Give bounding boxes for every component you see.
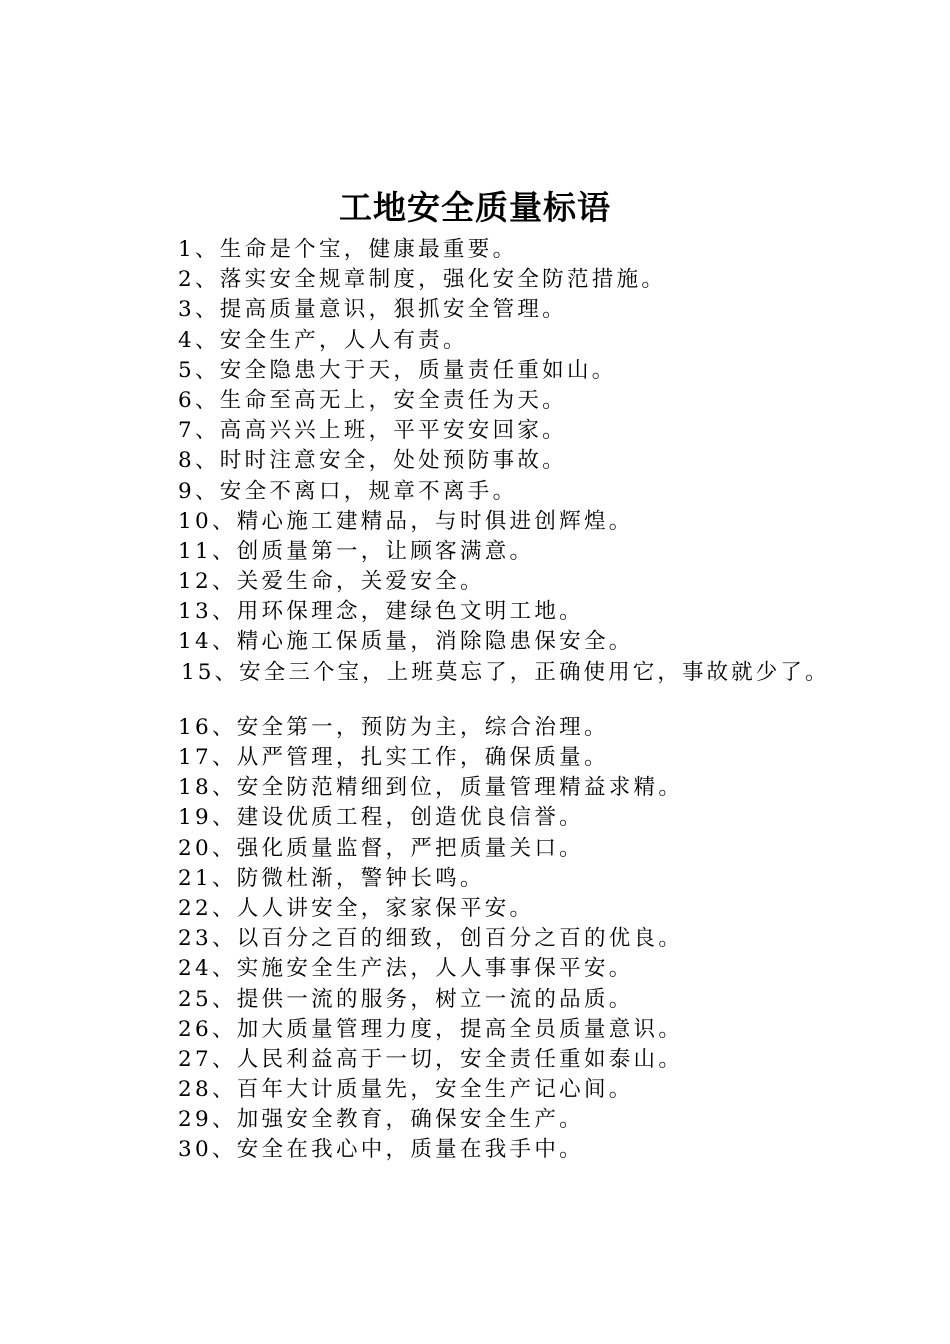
list-item: 30、安全在我心中，质量在我手中。	[178, 1137, 584, 1163]
list-item: 18、安全防范精细到位，质量管理精益求精。	[178, 775, 684, 801]
list-item: 3、提高质量意识，狠抓安全管理。	[178, 297, 567, 323]
list-item: 11、创质量第一，让顾客满意。	[178, 538, 535, 564]
list-item: 14、精心施工保质量，消除隐患保安全。	[178, 629, 634, 655]
document-title: 工地安全质量标语	[339, 188, 611, 227]
slogan-list	[178, 235, 943, 1166]
list-item: 20、强化质量监督，严把质量关口。	[178, 835, 584, 861]
list-item: 25、提供一流的服务，树立一流的品质。	[178, 986, 634, 1012]
list-item: 16、安全第一，预防为主，综合治理。	[178, 714, 609, 740]
list-item: 17、从严管理，扎实工作，确保质量。	[178, 745, 609, 770]
list-item: 19、建设优质工程，创造优良信誉。	[178, 805, 584, 831]
list-item: 23、以百分之百的细致，创百分之百的优良。	[178, 926, 684, 952]
list-item: 21、防微杜渐，警钟长鸣。	[178, 865, 485, 891]
list-item: 4、安全生产，人人有责。	[178, 327, 468, 353]
list-item: 8、时时注意安全，处处预防事故。	[178, 448, 567, 474]
list-item: 5、安全隐患大于天，质量责任重如山。	[178, 357, 617, 383]
list-item: 1、生命是个宝，健康最重要。	[178, 237, 518, 262]
list-item: 9、安全不离口，规章不离手。	[178, 478, 518, 504]
list-item: 13、用环保理念，建绿色文明工地。	[178, 599, 584, 625]
list-item: 2、落实安全规章制度，强化安全防范措施。	[178, 267, 667, 293]
list-item: 27、人民利益高于一切，安全责任重如泰山。	[178, 1046, 684, 1072]
list-item: 26、加大质量管理力度，提高全员质量意识。	[178, 1016, 684, 1042]
list-item: 15、安全三个宝，上班莫忘了，正确使用它，事故就少了。	[181, 659, 830, 685]
list-item: 12、关爱生命，关爱安全。	[178, 569, 485, 595]
list-item: 22、人人讲安全，家家保平安。	[178, 895, 535, 921]
list-item: 24、实施安全生产法，人人事事保平安。	[178, 956, 634, 982]
list-item: 10、精心施工建精品，与时俱进创辉煌。	[178, 508, 634, 534]
list-item: 7、高高兴兴上班，平平安安回家。	[178, 418, 567, 444]
list-item: 28、百年大计质量先，安全生产记心间。	[178, 1077, 634, 1103]
list-item: 29、加强安全教育，确保安全生产。	[178, 1107, 584, 1133]
list-item: 6、生命至高无上，安全责任为天。	[178, 387, 567, 413]
